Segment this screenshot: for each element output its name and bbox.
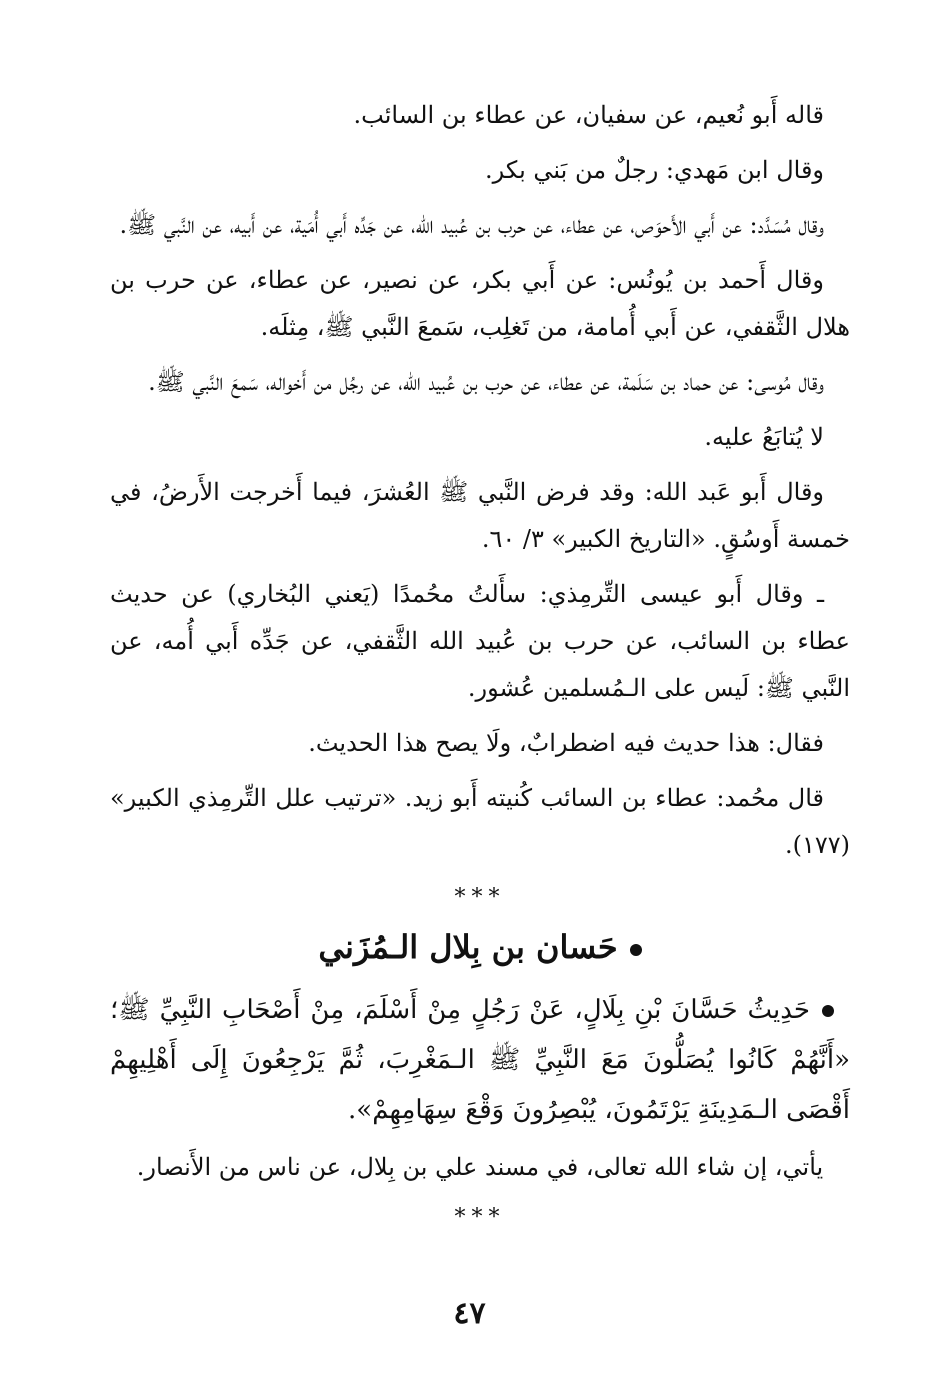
paragraph-narration-8: ـ وقال أَبو عيسى التِّرمِذي: سأَلتُ محُمدًا (يَعني البُخاري) عن حديث عطاء بن السائب، عن حرب بن عُبيد الله الثَّقفي، عن جَدِّه أَبي أُمه، عن النَّبي ﷺ: لَيس على الـمُسلمين عُشور. (110, 580, 850, 702)
section-separator-top: *** (454, 885, 506, 910)
section-separator-bottom: *** (454, 1205, 506, 1230)
section-heading (110, 925, 850, 969)
paragraph-narration-1: قاله أَبو نُعيم، عن سفيان، عن عطاء بن السائب. (353, 101, 824, 129)
paragraph-narration-3: وقال مُسَدَّد: عن أَبي الأَحوَص، عن عطاء، عن حرب بن عُبيد الله، عن جَدِّه أَبي أُمَية، عن أَبيه، عن النَّبي ﷺ. (119, 211, 824, 239)
page-number: ٤٧ (453, 1296, 486, 1331)
paragraph-narration-4: وقال أَحمد بن يُونُس: عن أَبي بكر، عن نصير، عن عطاء، عن حرب بن هلال الثَّقفي، عن أَبي أُمامة، من تَغلِب، سَمعَ النَّبي ﷺ، مِثلَه. (110, 266, 850, 341)
cross-reference: يأتي، إن شاء الله تعالى، في مسند علي بن بِلال، عن ناس من الأَنصار. (136, 1153, 824, 1181)
paragraph-narration-2: وقال ابن مَهدي: رجلٌ من بَني بكر. (484, 156, 824, 184)
hadith-text (110, 985, 850, 1135)
paragraph-narration-6: لا يُتابَعُ عليه. (704, 423, 824, 451)
page-body (110, 92, 850, 1245)
paragraph-narration-10: قال محُمد: عطاء بن السائب كُنيته أَبو زيد. «ترتيب علل التِّرمِذي الكبير» (١٧٧). (110, 784, 850, 859)
section-heading-text: حَسان بن بِلال الـمُزَني (318, 928, 618, 966)
paragraph-narration-9: فقال: هذا حديث فيه اضطرابٌ، ولَا يصح هذا الحديث. (308, 729, 824, 757)
hadith-text-body: حَدِيثُ حَسَّانَ بْنِ بِلَالٍ، عَنْ رَجُلٍ مِنْ أَسْلَمَ، مِنْ أَصْحَابِ النَّبِيِّ ﷺ؛ «أَنَّهُمْ كَانُوا يُصَلُّونَ مَعَ النَّبِيِّ ﷺ الـمَغْرِبَ، ثُمَّ يَرْجِعُونَ إِلَى أَهْلِيهِمْ أَقْصَى الـمَدِينَةِ يَرْتَمُونَ، يُبْصِرُونَ وَقْعَ سِهَامِهِمْ». (110, 995, 850, 1125)
paragraph-narration-5: وقال مُوسى: عن حماد بن سَلَمة، عن عطاء، عن حرب بن عُبيد الله، عن رجُل من أَخواله، سَمعَ النَّبي ﷺ. (148, 368, 824, 396)
paragraph-narration-7: وقال أَبو عَبد الله: وقد فرض النَّبي ﷺ العُشرَ، فيما أَخرجت الأَرضُ، في خمسة أَوسُقٍ. «التاريخ الكبير» ٣/ ٦٠. (110, 478, 850, 553)
bullet-icon (822, 1005, 834, 1017)
bullet-icon (630, 944, 642, 956)
